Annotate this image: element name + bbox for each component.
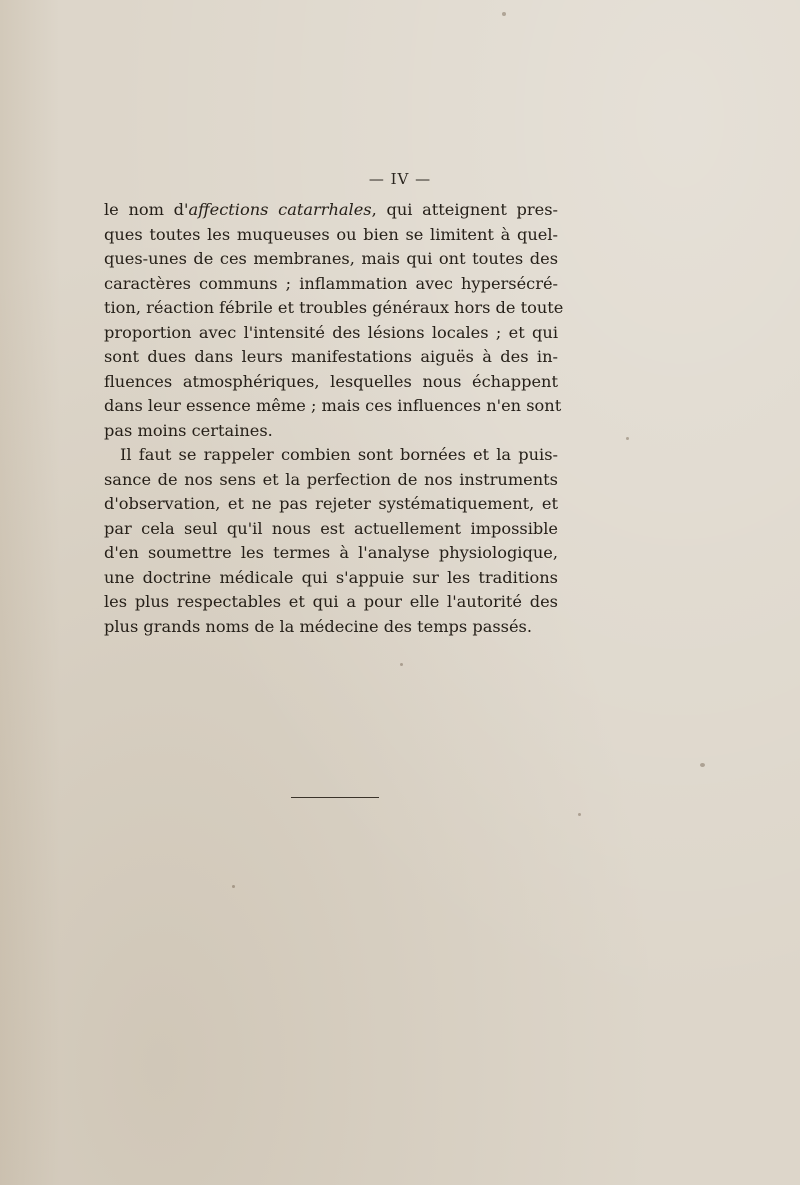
body-text	[104, 198, 564, 639]
text-line: tion, réaction fébrile et troubles généraux hors de toute	[104, 298, 564, 317]
text-line: fluences atmosphériques, lesquelles nous échappent	[104, 371, 558, 391]
page-number: — IV —	[368, 170, 432, 188]
text-line: d'en soumettre les termes à l'analyse physiologique,	[104, 543, 558, 562]
text-line: les plus respectables et qui a pour elle l'autorité des	[104, 592, 558, 611]
text-line: caractères communs ; inflammation avec hypersécré-	[104, 273, 558, 293]
text-line: ques toutes les muqueuses ou bien se limitent à quel-	[104, 224, 558, 244]
text-line: une doctrine médicale qui s'appuie sur les traditions	[104, 567, 558, 587]
paper-speck	[626, 437, 629, 440]
text-fragment: , qui atteignent pres-	[371, 200, 559, 219]
paper-speck	[400, 663, 403, 666]
paper-speck	[232, 885, 235, 888]
text-line: proportion avec l'intensité des lésions locales ; et qui	[104, 322, 558, 342]
text-line: sance de nos sens et la perfection de nos instruments	[104, 469, 558, 489]
paper-speck	[700, 763, 705, 767]
text-line: sont dues dans leurs manifestations aiguës à des in-	[104, 347, 558, 366]
text-line: ques-unes de ces membranes, mais qui ont toutes des	[104, 249, 558, 268]
text-fragment: le nom d'	[104, 200, 189, 219]
paper-speck	[578, 813, 581, 816]
text-line: d'observation, et ne pas rejeter systématiquement, et	[104, 494, 558, 513]
text-line: par cela seul qu'il nous est actuellement impossible	[104, 518, 558, 538]
text-line: plus grands noms de la médecine des temps passés.	[104, 616, 533, 636]
italic-term: affections catarrhales	[188, 200, 372, 219]
text-line: dans leur essence même ; mais ces influences n'en sont	[104, 396, 562, 415]
text-line: pas moins certaines.	[104, 420, 273, 440]
text-line: Il faut se rappeler combien sont bornées et la puis-	[120, 445, 558, 464]
paper-speck	[502, 12, 506, 16]
text-line	[104, 198, 558, 223]
end-rule	[291, 797, 379, 798]
